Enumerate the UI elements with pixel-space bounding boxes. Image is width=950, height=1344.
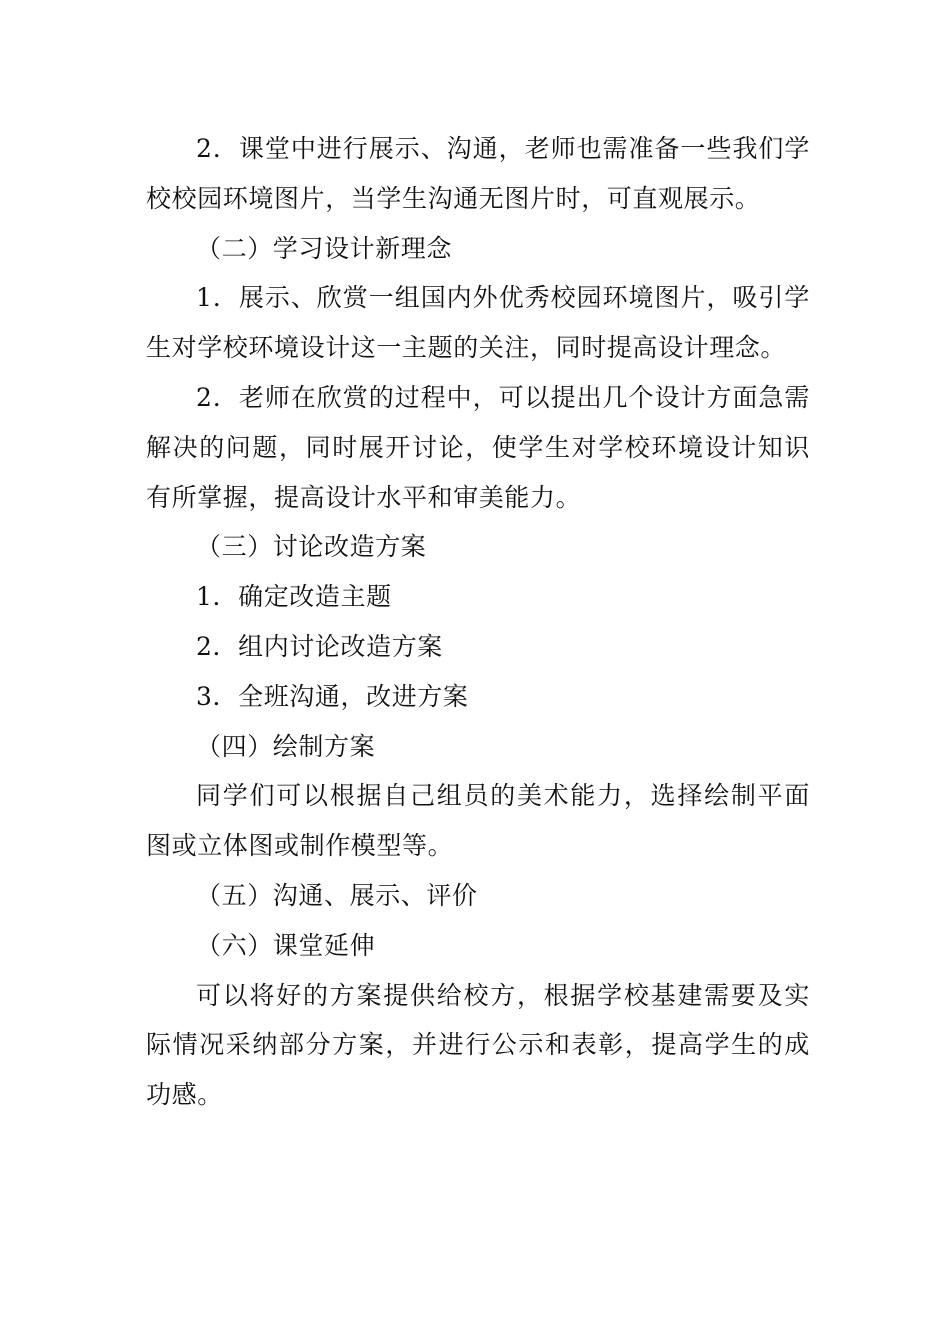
- section-heading-design-concept: （二）学习设计新理念: [196, 233, 453, 263]
- document-page: [146, 124, 810, 1120]
- paragraph-teacher-discussion: 2．老师在欣赏的过程中，可以提出几个设计方面急需解决的问题，同时展开讨论，使学生对学校环境设计知识有所掌握，提高设计水平和审美能力。: [146, 382, 810, 512]
- paragraph-classroom-display: 2．课堂中进行展示、沟通，老师也需准备一些我们学校校园环境图片，当学生沟通无图片时，可直观展示。: [146, 134, 810, 213]
- section-heading-drawing-plan: （四）绘制方案: [196, 731, 376, 761]
- list-item-theme: 1．确定改造主题: [196, 582, 392, 612]
- paragraph-drawing-options: 同学们可以根据自己组员的美术能力，选择绘制平面图或立体图或制作模型等。: [146, 781, 810, 861]
- section-heading-renovation-plan: （三）讨论改造方案: [196, 532, 427, 562]
- paragraph-appreciate-images: 1．展示、欣赏一组国内外优秀校园环境图片，吸引学生对学校环境设计这一主题的关注，同时提高设计理念。: [146, 283, 810, 363]
- section-heading-evaluation: （五）沟通、展示、评价: [196, 880, 478, 910]
- list-item-class-communication: 3．全班沟通，改进方案: [196, 681, 469, 711]
- paragraph-extension-details: 可以将好的方案提供给校方，根据学校基建需要及实际情况采纳部分方案，并进行公示和表彰，提高学生的成功感。: [146, 980, 810, 1110]
- list-item-group-discussion: 2．组内讨论改造方案: [196, 631, 443, 661]
- section-heading-extension: （六）课堂延伸: [196, 930, 376, 960]
